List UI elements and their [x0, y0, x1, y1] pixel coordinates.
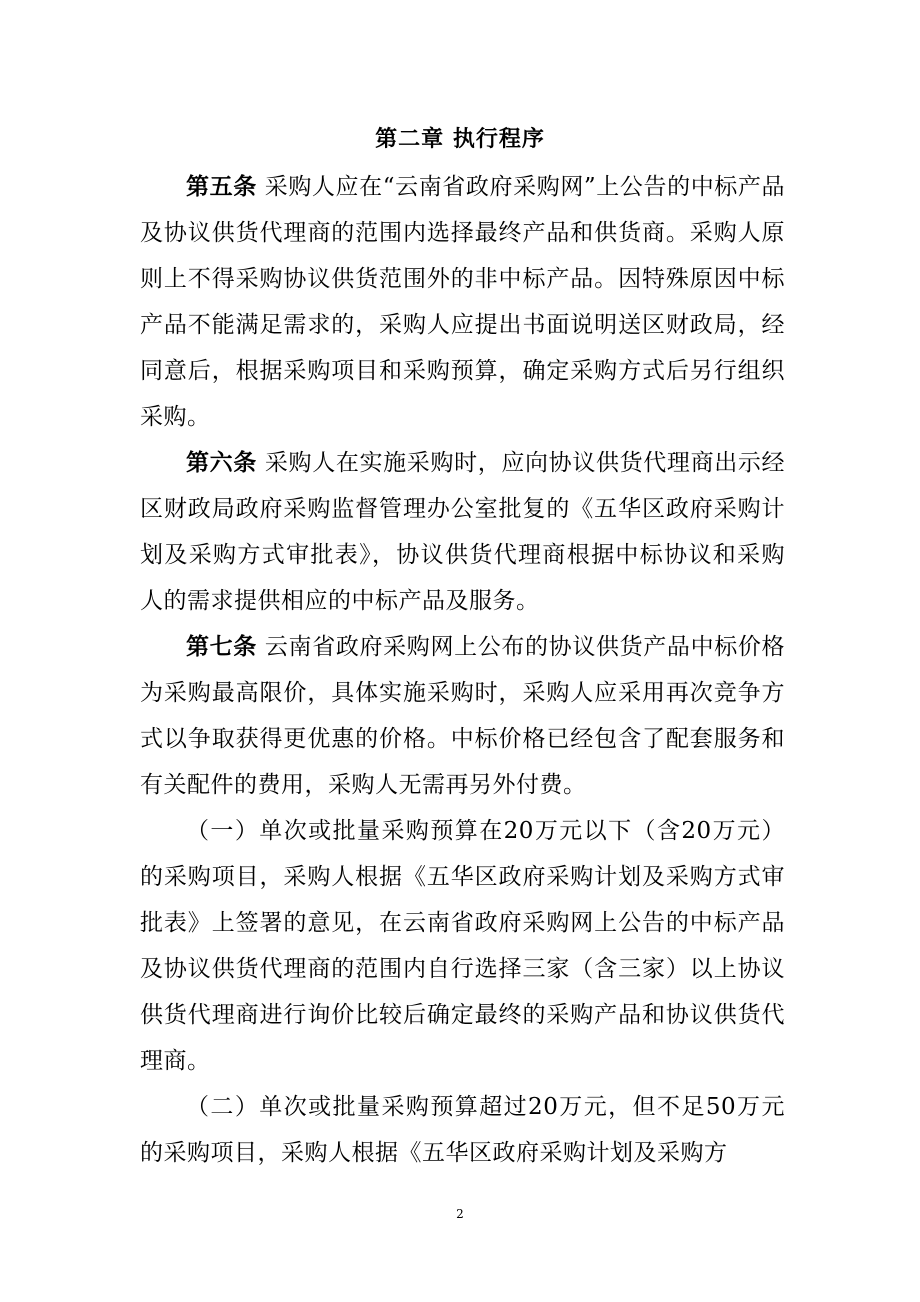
paragraph-article-7	[140, 624, 785, 808]
body-text	[140, 164, 785, 1176]
paragraph-text: （二）单次或批量采购预算超过20万元，但不足50万元的采购项目，采购人根据《五华区政府采购计划及采购方	[140, 1094, 785, 1166]
article-number: 第五条	[186, 174, 257, 200]
paragraph-clause-2	[140, 1084, 785, 1176]
paragraph-text: 采购人应在“云南省政府采购网”上公告的中标产品及协议供货代理商的范围内选择最终产品和供货商。采购人原则上不得采购协议供货范围外的非中标产品。因特殊原因中标产品不能满足需求的，采购人应提出书面说明送区财政局，经同意后，根据采购项目和采购预算，确定采购方式后另行组织采购。	[140, 174, 786, 430]
paragraph-text: （一）单次或批量采购预算在20万元以下（含20万元）的采购项目，采购人根据《五华区政府采购计划及采购方式审批表》上签署的意见，在云南省政府采购网上公告的中标产品及协议供货代理商的范围内自行选择三家（含三家）以上协议供货代理商进行询价比较后确定最终的采购产品和协议供货代理商。	[140, 818, 785, 1074]
page-number: 2	[456, 1207, 464, 1221]
paragraph-text: 采购人在实施采购时，应向协议供货代理商出示经区财政局政府采购监督管理办公室批复的《五华区政府采购计划及采购方式审批表》，协议供货代理商根据中标协议和采购人的需求提供相应的中标产品及服务。	[140, 450, 786, 614]
article-number: 第七条	[186, 634, 257, 660]
article-number: 第六条	[186, 450, 257, 476]
chapter-title: 第二章 执行程序	[375, 127, 545, 152]
paragraph-article-5	[140, 164, 785, 440]
paragraph-text: 云南省政府采购网上公布的协议供货产品中标价格为采购最高限价，具体实施采购时，采购人应采用再次竞争方式以争取获得更优惠的价格。中标价格已经包含了配套服务和有关配件的费用，采购人无需再另外付费。	[140, 634, 786, 798]
paragraph-clause-1	[140, 808, 785, 1084]
paragraph-article-6	[140, 440, 785, 624]
